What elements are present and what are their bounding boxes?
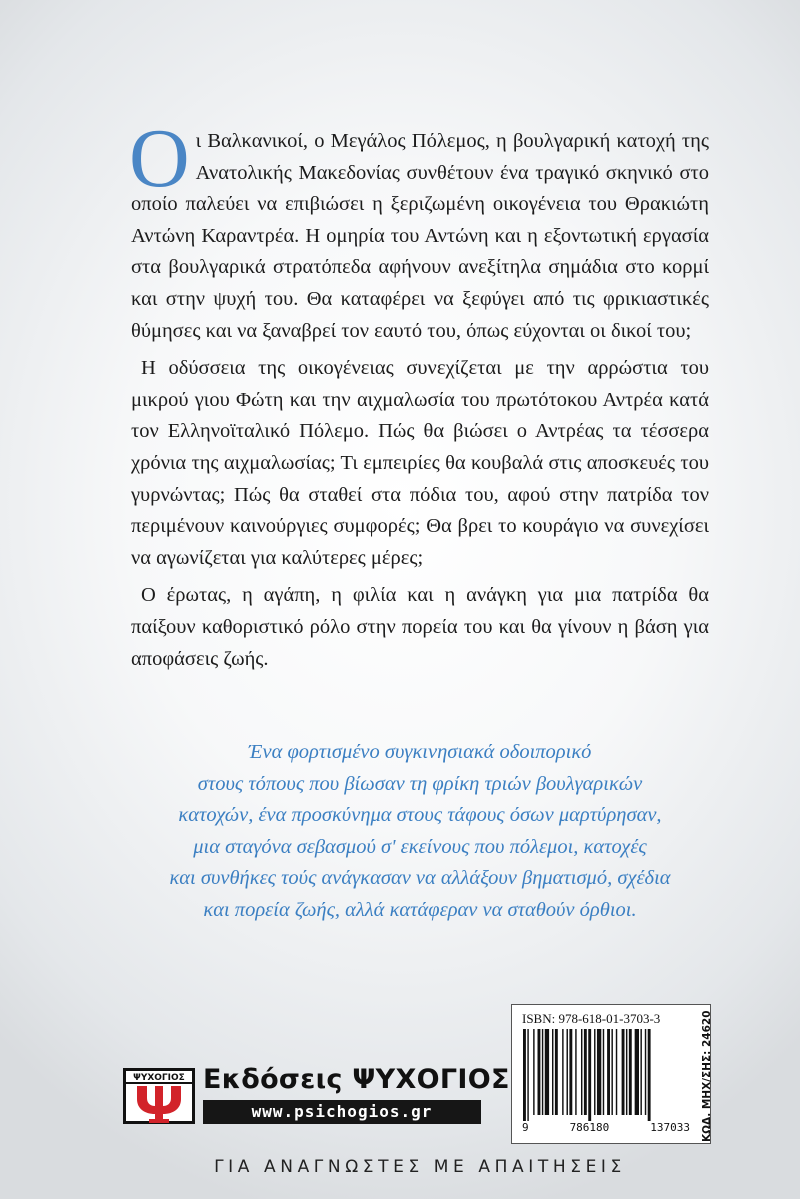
barcode-bar	[594, 1029, 595, 1115]
barcode-bar	[645, 1029, 646, 1115]
barcode-bar	[629, 1029, 632, 1115]
svg-text:ΨΥΧΟΓΙΟΣ: ΨΥΧΟΓΙΟΣ	[133, 1073, 185, 1083]
barcode-bar	[648, 1029, 651, 1121]
back-cover-text	[129, 112, 709, 675]
publisher-url: www.psichogios.gr	[203, 1100, 481, 1124]
publisher-tagline: ΓΙΑ ΑΝΑΓΝΩΣΤΕΣ ΜΕ ΑΠΑΙΤΗΣΕΙΣ	[214, 1157, 626, 1177]
barcode-bar	[533, 1029, 534, 1115]
barcode-bar	[640, 1029, 641, 1115]
barcode-bar	[555, 1029, 558, 1115]
barcode-bar	[597, 1029, 601, 1115]
barcode-bar	[607, 1029, 610, 1115]
paragraph-3: Ο έρωτας, η αγάπη, η φιλία και η ανάγκη για μια πατρίδα θα παίξουν καθοριστικό ρόλο στην πορεία του και θα γίνουν η βάση για αποφάσεις ζωής.	[131, 584, 709, 670]
barcode-bar	[626, 1029, 627, 1115]
barcode-bar	[635, 1029, 639, 1115]
barcode-bar	[603, 1029, 604, 1115]
barcode-digit-group-1: 786180	[569, 1121, 610, 1134]
barcode-bar	[581, 1029, 582, 1115]
barcode-digit-group-2: 137033	[650, 1121, 690, 1134]
barcode-bar	[611, 1029, 612, 1115]
barcode-bar	[527, 1029, 528, 1121]
quote-line: στους τόπους που βίωσαν τη φρίκη τριών βουλγαρικών	[197, 772, 643, 795]
barcode-bar	[562, 1029, 563, 1115]
blurb-quote	[131, 737, 709, 926]
isbn-label: ISBN: 978-618-01-3703-3	[522, 1011, 661, 1026]
publisher-name: Εκδόσεις ΨΥΧΟΓΙΟΣ	[203, 1064, 510, 1095]
paragraph-1-text: ι Βαλκανικοί, ο Μεγάλος Πόλεμος, η βουλγαρική κατοχή της Ανατολικής Μακεδονίας συνθέτουν ένα τραγικό σκηνικό στο οποίο παλεύει να επιβιώσει η ξεριζωμένη οικογένεια του Θρακιώτη Αντώνη Καραντρέα. Η ομηρία του Αντώνη και η εξοντωτική εργασία στα βουλγαρικά στρατόπεδα αφήνουν ανεξίτηλα σημάδια στο κορμί και στην ψυχή του. Θα καταφέρει να ξεφύγει από τις φρικιαστικές θύμησες και να ξαναβρεί τον εαυτό του, όπως εύχονται οι δικοί του;	[131, 130, 709, 342]
barcode-bar	[588, 1029, 591, 1121]
barcode-bar	[552, 1029, 553, 1115]
barcode-bar	[545, 1029, 549, 1115]
barcode-digit-lead: 9	[522, 1121, 529, 1134]
barcode-bar	[575, 1029, 576, 1115]
drop-cap: Ο	[129, 112, 190, 205]
quote-line: μια σταγόνα σεβασμού σ' εκείνους που πόλεμοι, κατοχές	[193, 835, 647, 858]
barcode-digits	[522, 1121, 690, 1134]
barcode-bar	[622, 1029, 625, 1115]
barcode-bar	[542, 1029, 543, 1115]
barcode-block	[511, 1004, 711, 1144]
paragraph-2: Η οδύσσεια της οικογένειας συνεχίζεται με την αρρώστια του μικρού γιου Φώτη και την αιχμαλωσία του πρωτότοκου Αντρέα κατά τον Ελληνοϊταλικό Πόλεμο. Πώς θα βιώσει ο Αντρέας τα τέσσερα χρόνια της αιχμαλωσίας; Τι εμπειρίες θα κουβαλά στις αποσκευές του γυρνώντας; Πώς θα σταθεί στα πόδια του, αφού στην πατρίδα τον περιμένουν καινούργιες συμφορές; Θα βρει το κουράγιο να συνεχίσει να αγωνίζεται για καλύτερες μέρες;	[131, 357, 709, 569]
barcode	[521, 1029, 693, 1121]
barcode-bar	[616, 1029, 617, 1115]
barcode-bar	[538, 1029, 541, 1115]
paragraph-1	[129, 112, 709, 347]
quote-line: Ένα φορτισμένο συγκινησιακά οδοιπορικό	[248, 741, 592, 763]
barcode-bar	[523, 1029, 526, 1121]
publisher-logo-icon	[123, 1068, 195, 1124]
quote-line: και συνθήκες τούς ανάγκασαν να αλλάξουν βηματισμό, σχέδια	[169, 867, 671, 889]
barcode-bar	[569, 1029, 572, 1115]
quote-line: και πορεία ζωής, αλλά κατάφεραν να σταθούν όρθιοι.	[203, 898, 637, 921]
barcode-bar	[567, 1029, 568, 1115]
product-code: ΚΩΔ. ΜΗΧ/ΣΗΣ: 24620	[701, 1010, 713, 1142]
quote-line: κατοχών, ένα προσκύνημα στους τάφους όσων μαρτύρησαν,	[178, 804, 662, 826]
barcode-bar	[584, 1029, 587, 1115]
